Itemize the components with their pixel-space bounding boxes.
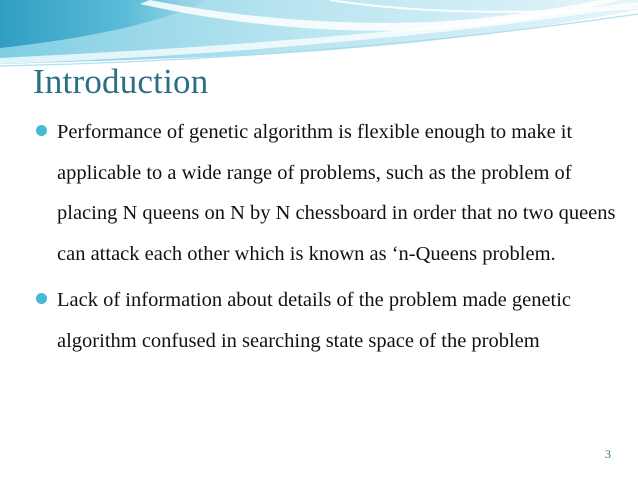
bullet-text: Lack of information about details of the problem made genetic algorithm confused in searching state space of the problem [57, 289, 572, 352]
bullet-icon [36, 125, 47, 136]
page-number: 3 [605, 447, 611, 461]
bullet-item [0, 112, 638, 274]
slide-title: Introduction [33, 62, 209, 101]
bullet-icon [36, 293, 47, 304]
bullet-item [0, 280, 638, 361]
bullet-text: Performance of genetic algorithm is flexible enough to make it applicable to a wide range of problems, such as the problem of placing N queens on N by N chessboard in order that no two queens can attack each other which is known as ‘n-Queens problem. [57, 121, 616, 265]
bullet-list [0, 112, 638, 367]
